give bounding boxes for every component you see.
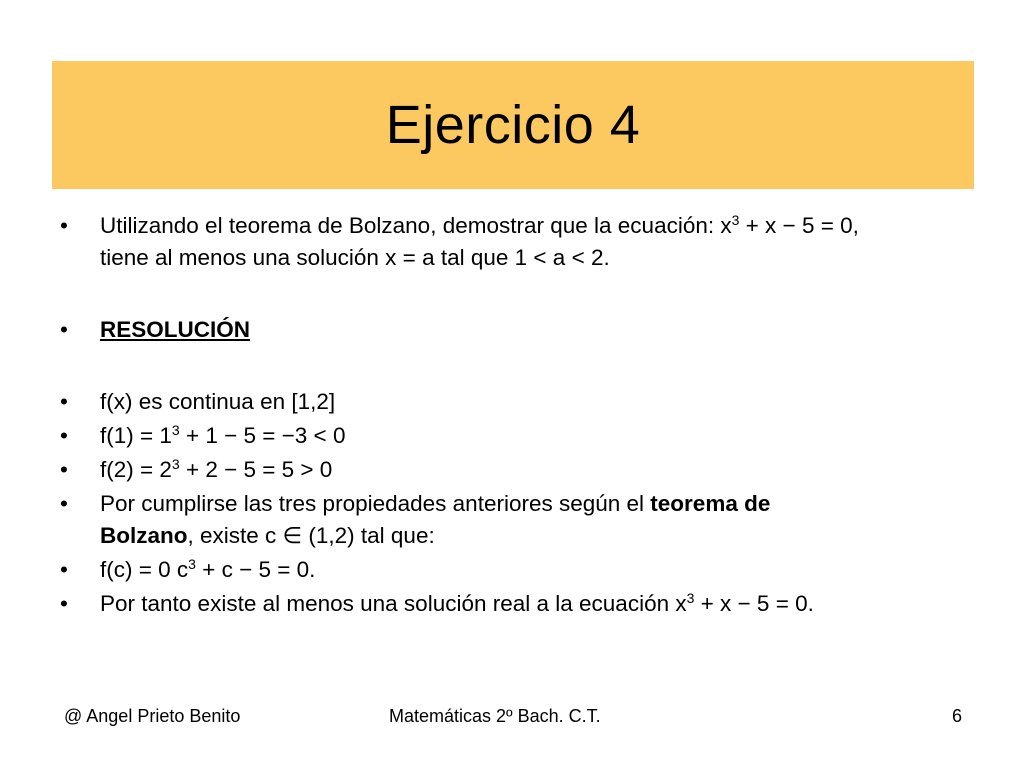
footer-author: @ Angel Prieto Benito [64,706,241,726]
bullet-icon: • [60,423,68,448]
bullet-icon: • [60,591,68,616]
bullet-bolzano: • Por cumplirse las tres propiedades anteriores según el teorema de Bolzano, existe c ∈ (1,2) tal que: [58,488,978,552]
bullet-icon: • [60,317,68,342]
bullet-resolucion [58,314,978,346]
bullet-statement: • Utilizando el teorema de Bolzano, demostrar que la ecuación: $x^3 + x - 5 = 0$, tiene al menos una solución x = a tal que 1 < a < 2. [60,212,859,270]
bullet-icon: • [60,389,68,414]
bullet-icon: • [60,557,68,582]
bullet-conclusion: • Por tanto existe al menos una solución real a la ecuación $x^3 + x - 5 = 0$. [58,588,978,620]
bullet-list [58,210,978,620]
resolucion-heading: RESOLUCIÓN [100,317,251,342]
footer-course: Matemáticas 2º Bach. C.T. [389,706,601,726]
slide-title: Ejercicio 4 [385,95,641,155]
bullet-f2: • $f(2) = 2^3 + 2 - 5 = 5 > 0$ [58,454,978,486]
bullet-icon: • [60,457,68,482]
bullet-fc: • f(c) = 0 $c^3 + c - 5 = 0$. [58,554,978,586]
bullet-icon: • [60,213,68,238]
bullet-f1: • $f(1) = 1^3 + 1 - 5 = -3 < 0$ [58,420,978,452]
page-number: 6 [952,706,963,726]
title-band [52,61,974,189]
bullet-continuity: • f(x) es continua en [1,2] [58,386,978,418]
footer [0,706,1024,732]
bullet-icon: • [60,491,68,516]
